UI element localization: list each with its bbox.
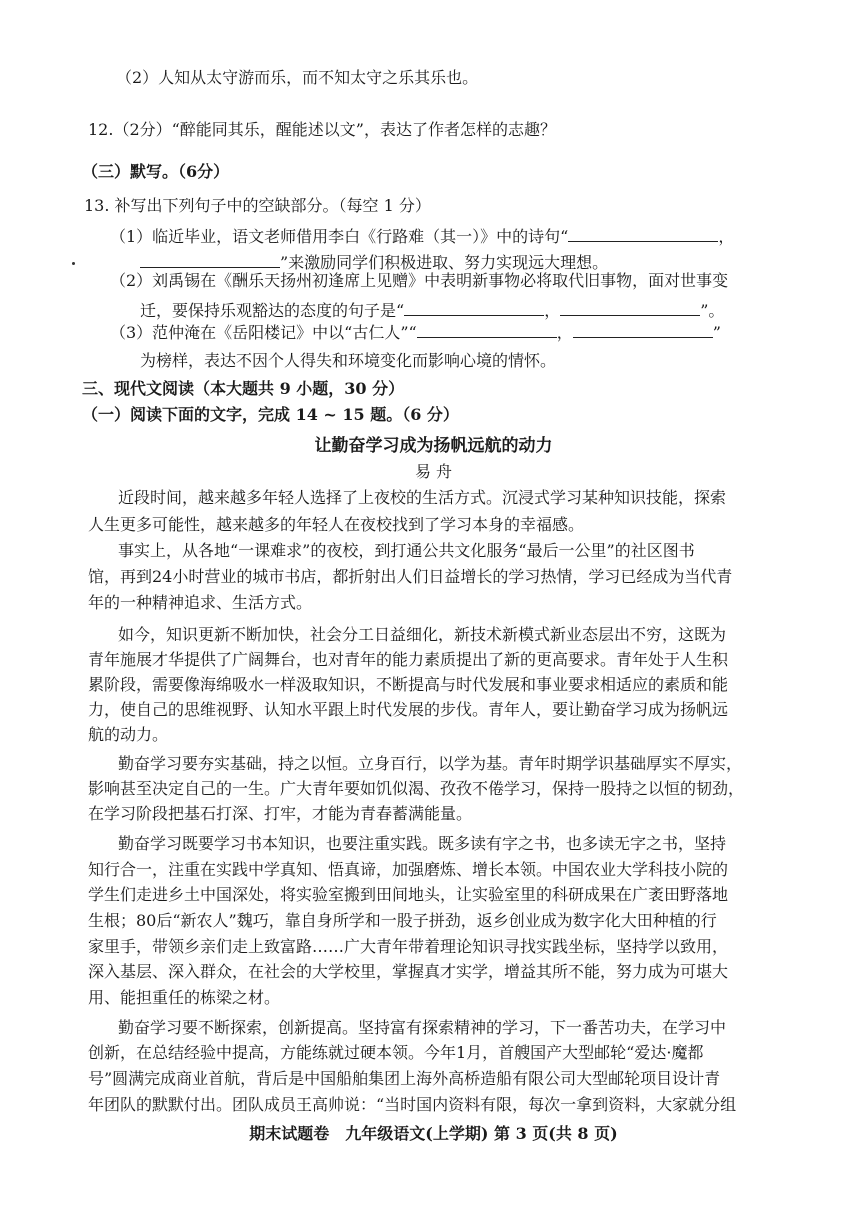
- answer-blank-5[interactable]: [417, 323, 557, 338]
- article-line: 年团队的默默付出。团队成员王高帅说：“当时国内资料有限，每次一拿到资料，大家就分组: [88, 1095, 737, 1114]
- item3-text-a: （3）范仲淹在《岳阳楼记》中以“古仁人”“: [110, 323, 417, 342]
- question-12: 12.（2分）“醉能同其乐，醒能述以文”，表达了作者怎样的志趣？: [88, 120, 556, 139]
- article-line: 家里手，带领乡亲们走上致富路……广大青年带着理论知识寻找实践坐标，坚持学以致用，: [88, 937, 729, 956]
- dictation-item-1-cont: [140, 253, 608, 273]
- dictation-item-3: [110, 323, 721, 343]
- section-3-subheading: （一）阅读下面的文字，完成 14 ~ 15 题。（6 分）: [82, 405, 459, 424]
- article-line: 如今，知识更新不断加快，社会分工日益细化，新技术新模式新业态层出不穷，这既为: [118, 625, 727, 644]
- article-line: 力，使自己的思维视野、认知水平跟上时代发展的步伐。青年人，要让勤奋学习成为扬帆远: [88, 700, 729, 719]
- item1-text-b: ”来激励同学们积极进取、努力实现远大理想。: [280, 253, 609, 272]
- dictation-heading: （三）默写。（6分）: [82, 162, 230, 181]
- article-line: 号”圆满完成商业首航，背后是中国船舶集团上海外高桥造船有限公司大型邮轮项目设计青: [88, 1069, 721, 1088]
- item2-comma: ，: [544, 301, 561, 320]
- article-line: 人生更多可能性，越来越多的年轻人在夜校找到了学习本身的幸福感。: [88, 515, 585, 534]
- item2-text-b: 迁，要保持乐观豁达的态度的句子是“: [140, 301, 405, 320]
- article-title: 让勤奋学习成为扬帆远航的动力: [314, 436, 553, 456]
- article-line: 航的动力。: [88, 725, 169, 744]
- item2-end: ”。: [700, 301, 725, 320]
- dictation-item-2: （2）刘禹锡在《酬乐天扬州初逢席上见赠》中表明新事物必将取代旧事物，面对世事变: [110, 271, 729, 290]
- article-line: 馆，再到24小时营业的城市书店，都折射出人们日益增长的学习热情，学习已经成为当代青: [88, 567, 733, 586]
- item3-comma: ，: [556, 323, 573, 342]
- article-line: 在学习阶段把基石打深、打牢，才能为青春蓄满能量。: [88, 804, 473, 823]
- article-line: 创新，在总结经验中提高，方能练就过硬本领。今年1月，首艘国产大型邮轮“爱达·魔都: [88, 1043, 704, 1062]
- question-13-stem: 13. 补写出下列句子中的空缺部分。（每空 1 分）: [84, 196, 431, 215]
- article-line: 生根；80后“新农人”魏巧，靠自身所学和一股子拼劲，返乡创业成为数字化大田种植的行: [88, 911, 717, 930]
- article-line: 用、能担重任的栋梁之材。: [88, 988, 281, 1007]
- article-line: 近段时间，越来越多年轻人选择了上夜校的生活方式。沉浸式学习某种知识技能，探索: [118, 488, 727, 507]
- item3-quote: ”: [712, 323, 721, 342]
- article-line: 勤奋学习既要学习书本知识，也要注重实践。既多读有字之书，也多读无字之书，坚持: [118, 834, 727, 853]
- article-line: 事实上，从各地“一课难求”的夜校，到打通公共文化服务“最后一公里”的社区图书: [118, 541, 695, 560]
- stray-mark: [72, 262, 75, 265]
- answer-blank-1[interactable]: [568, 227, 718, 242]
- article-line: 年的一种精神追求、生活方式。: [88, 593, 313, 612]
- page-footer: 期末试题卷 九年级语文(上学期) 第 3 页(共 8 页): [249, 1124, 618, 1143]
- answer-blank-3[interactable]: [404, 301, 544, 316]
- article-line: 累阶段，需要像海绵吸水一样汲取知识，不断提高与时代发展和事业要求相适应的素质和能: [88, 675, 729, 694]
- answer-blank-2[interactable]: [140, 253, 280, 268]
- article-line: 影响甚至决定自己的一生。广大青年要如饥似渴、孜孜不倦学习，保持一股持之以恒的韧劲，: [88, 779, 745, 798]
- article-line: 学生们走进乡土中国深处，将实验室搬到田间地头，让实验室里的科研成果在广袤田野落地: [88, 885, 729, 904]
- article-line: 勤奋学习要夯实基础，持之以恒。立身百行，以学为基。青年时期学识基础厚实不厚实，: [118, 754, 743, 773]
- article-line: 青年施展才华提供了广阔舞台，也对青年的能力素质提出了新的更高要求。青年处于人生积: [88, 650, 729, 669]
- article-line: 勤奋学习要不断探索，创新提高。坚持富有探索精神的学习，下一番苦功夫，在学习中: [118, 1018, 727, 1037]
- item1-text-a: （1）临近毕业，语文老师借用李白《行路难（其一）》中的诗句“: [110, 227, 569, 246]
- answer-blank-6[interactable]: [573, 323, 713, 338]
- section-3-heading: 三、现代文阅读（本大题共 9 小题，30 分）: [82, 379, 405, 398]
- article-author: 易 舟: [414, 462, 453, 481]
- q11-item2: （2）人知从太守游而乐，而不知太守之乐其乐也。: [116, 68, 479, 87]
- answer-blank-4[interactable]: [560, 301, 700, 316]
- article-line: 深入基层、深入群众，在社会的大学校里，掌握真才实学，增益其所不能，努力成为可堪大: [88, 962, 729, 981]
- dictation-item-2-cont: [140, 301, 724, 321]
- dictation-item-3-cont: 为榜样，表达不因个人得失和环境变化而影响心境的情怀。: [140, 351, 557, 370]
- article-line: 知行合一，注重在实践中学真知、悟真谛，加强磨炼、增长本领。中国农业大学科技小院的: [88, 860, 729, 879]
- dictation-item-1: [110, 227, 734, 247]
- item1-comma: ，: [718, 227, 735, 246]
